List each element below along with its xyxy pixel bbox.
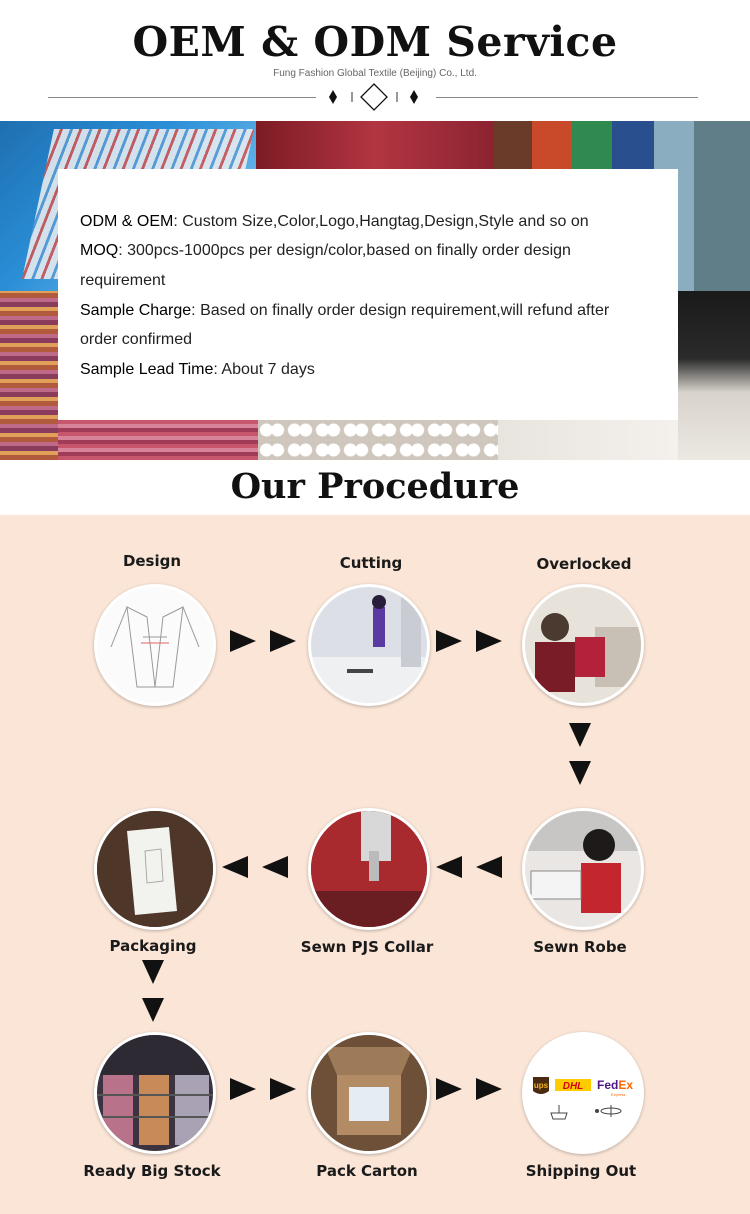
fabric-stack	[0, 291, 58, 460]
step-label-ready-stock: Ready Big Stock	[83, 1162, 221, 1180]
step-label-shipping-out: Shipping Out	[525, 1162, 637, 1180]
lace-fabric	[258, 420, 498, 460]
arrow-packaging-to-stock	[142, 960, 164, 1024]
step-label-sewn-collar: Sewn PJS Collar	[300, 938, 434, 956]
fedex-express-label: Express	[611, 1092, 626, 1097]
step-label-cutting: Cutting	[339, 554, 403, 572]
carton-icon	[308, 1032, 430, 1154]
ship-icon	[551, 1105, 567, 1119]
arrow-overlocked-to-sewn-robe	[569, 723, 591, 787]
procedure-title: Our Procedure	[230, 466, 520, 507]
service-info-box	[58, 169, 678, 420]
arrow-collar-to-packaging	[222, 856, 290, 878]
warehouse-icon	[94, 1032, 216, 1154]
pattern-paper	[498, 420, 678, 460]
drafting-photo	[678, 291, 750, 460]
step-label-overlocked: Overlocked	[536, 555, 632, 573]
divider-ornament	[320, 82, 432, 112]
arrow-cutting-to-overlocked	[436, 630, 504, 652]
plane-icon	[596, 1105, 622, 1117]
info-line-moq-cont: requirement	[80, 272, 166, 289]
packaging-icon	[94, 808, 216, 930]
step-label-packaging: Packaging	[109, 937, 197, 955]
step-label-design: Design	[122, 552, 182, 570]
page-title: OEM & ODM Service	[132, 18, 618, 66]
divider-left	[48, 97, 316, 98]
arrow-carton-to-shipping	[436, 1078, 504, 1100]
collar-icon	[308, 808, 430, 930]
ups-logo: ups	[533, 1081, 549, 1090]
arrow-stock-to-carton	[230, 1078, 298, 1100]
divider-right	[436, 97, 698, 98]
fabric-stack-bottom	[58, 420, 258, 460]
sewing-icon	[522, 808, 644, 930]
cutting-icon	[308, 584, 430, 706]
shipping-icon	[522, 1032, 644, 1154]
step-label-sewn-robe: Sewn Robe	[533, 938, 627, 956]
fabric-red	[256, 121, 494, 171]
arrow-design-to-cutting	[230, 630, 298, 652]
company-subtitle: Fung Fashion Global Textile (Beijing) Co., Ltd.	[273, 68, 477, 79]
dhl-logo: DHL	[562, 1081, 584, 1092]
step-label-pack-carton: Pack Carton	[316, 1162, 418, 1180]
info-line-sample-charge-cont: order confirmed	[80, 331, 193, 348]
info-line-moq: MOQ: 300pcs-1000pcs per design/color,based on finally order design	[80, 242, 571, 259]
fedex-logo: FedEx	[597, 1078, 634, 1092]
overlock-icon	[522, 584, 644, 706]
info-line-odm: ODM & OEM: Custom Size,Color,Logo,Hangtag,Design,Style and so on	[80, 213, 589, 230]
info-line-lead-time: Sample Lead Time: About 7 days	[80, 361, 315, 378]
sketch-icon	[94, 584, 216, 706]
info-line-sample-charge: Sample Charge: Based on finally order design requirement,will refund after	[80, 302, 610, 319]
arrow-sewn-robe-to-collar	[436, 856, 504, 878]
